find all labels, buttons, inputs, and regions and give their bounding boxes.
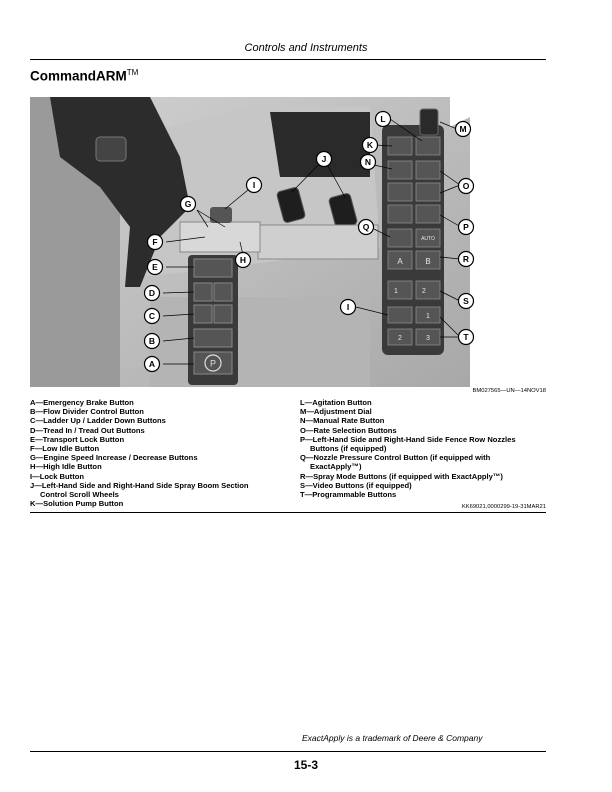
callout-label: F bbox=[152, 237, 158, 248]
legend-item: T—Programmable Buttons bbox=[300, 490, 397, 500]
programmable-3-label: 3 bbox=[426, 335, 430, 342]
rate-selection-button-2[interactable] bbox=[388, 183, 412, 201]
trademark-footnote: ExactApply is a trademark of Deere & Company bbox=[302, 733, 483, 743]
callout-label: D bbox=[148, 288, 156, 299]
callout-t bbox=[459, 330, 474, 345]
video-button-1[interactable] bbox=[388, 281, 412, 299]
rate-selection-button-3[interactable] bbox=[416, 183, 440, 201]
ladder-down-button[interactable] bbox=[214, 305, 232, 323]
callout-i bbox=[247, 178, 262, 193]
programmable-1-label: 1 bbox=[426, 313, 430, 320]
rh-fence-row-button[interactable] bbox=[416, 205, 440, 223]
legend-right bbox=[300, 398, 550, 499]
legend-item: C—Ladder Up / Ladder Down Buttons bbox=[30, 416, 166, 426]
callout-q bbox=[359, 220, 374, 235]
callout-label: T bbox=[463, 332, 469, 343]
lh-fence-row-button[interactable] bbox=[388, 205, 412, 223]
callout-label: J bbox=[321, 154, 327, 165]
legend-item: N—Manual Rate Button bbox=[300, 416, 385, 426]
legend-item: H—High Idle Button bbox=[30, 462, 102, 472]
callout-d bbox=[145, 286, 160, 301]
callout-h bbox=[236, 253, 251, 268]
legend-item: I—Lock Button bbox=[30, 471, 84, 481]
spray-mode-a-label: A bbox=[397, 257, 403, 266]
legend-rule bbox=[30, 512, 546, 513]
callout-f bbox=[148, 235, 163, 250]
reference-code: KK69021,0000299-19-31MAR21 bbox=[461, 504, 546, 510]
legend-item: A—Emergency Brake Button bbox=[30, 398, 134, 407]
legend-item: L—Agitation Button bbox=[300, 398, 372, 407]
callout-i bbox=[341, 300, 356, 315]
legend-item: F—Low Idle Button bbox=[30, 444, 100, 454]
lock-button-small[interactable] bbox=[210, 207, 232, 223]
callout-k bbox=[363, 138, 378, 153]
callout-label: M bbox=[459, 124, 467, 135]
callout-j bbox=[317, 152, 332, 167]
legend-item-continuation: Control Scroll Wheels bbox=[40, 490, 119, 500]
video-button-2[interactable] bbox=[416, 281, 440, 299]
legend-item: E—Transport Lock Button bbox=[30, 434, 125, 444]
legend-item: D—Tread In / Tread Out Buttons bbox=[30, 425, 145, 435]
callout-label: O bbox=[462, 181, 470, 192]
auto-label: AUTO bbox=[421, 236, 435, 242]
manual-rate-button[interactable] bbox=[388, 161, 412, 179]
commandarm-photo bbox=[30, 97, 546, 387]
nozzle-pressure-button[interactable] bbox=[388, 229, 412, 247]
callout-label: I bbox=[346, 302, 350, 313]
legend-item: R—Spray Mode Buttons (if equipped with ExactApply™) bbox=[300, 471, 503, 481]
transport-lock-button[interactable] bbox=[194, 259, 232, 277]
flow-divider-button[interactable] bbox=[194, 329, 232, 347]
callout-l bbox=[376, 112, 391, 127]
legend-item: O—Rate Selection Buttons bbox=[300, 425, 397, 435]
ladder-up-button[interactable] bbox=[194, 305, 212, 323]
legend-item: Q—Nozzle Pressure Control Button (if equipped with bbox=[300, 453, 491, 463]
page-title: CommandARM™ bbox=[30, 68, 139, 84]
legend-item-continuation: Buttons (if equipped) bbox=[310, 444, 387, 454]
header-rule bbox=[30, 59, 546, 60]
legend-left bbox=[30, 398, 285, 508]
callout-r bbox=[459, 252, 474, 267]
emergency-brake-glyph: P bbox=[209, 358, 217, 369]
legend-item: J—Left-Hand Side and Right-Hand Side Spray Boom Section bbox=[30, 480, 249, 490]
callout-n bbox=[361, 155, 376, 170]
legend-item: B—Flow Divider Control Button bbox=[30, 407, 144, 417]
callout-label: C bbox=[148, 311, 156, 322]
lock-button[interactable] bbox=[388, 307, 412, 323]
callout-label: R bbox=[462, 254, 470, 265]
legend-item-continuation: ExactApply™) bbox=[310, 462, 362, 472]
callout-m bbox=[456, 122, 471, 137]
programmable-2-label: 2 bbox=[398, 335, 402, 342]
tread-out-button[interactable] bbox=[214, 283, 232, 301]
video-2-label: 2 bbox=[422, 288, 426, 295]
video-1-label: 1 bbox=[394, 288, 398, 295]
callout-p bbox=[459, 220, 474, 235]
callout-label: L bbox=[380, 114, 386, 125]
callout-label: B bbox=[148, 336, 156, 347]
legend-item: S—Video Buttons (if equipped) bbox=[300, 480, 412, 490]
legend-item: G—Engine Speed Increase / Decrease Buttons bbox=[30, 453, 198, 463]
page-number: 15-3 bbox=[293, 758, 319, 772]
callout-label: I bbox=[252, 180, 256, 191]
legend-item: P—Left-Hand Side and Right-Hand Side Fence Row Nozzles bbox=[300, 434, 516, 444]
callout-label: N bbox=[364, 157, 372, 168]
running-header: Controls and Instruments bbox=[244, 42, 368, 54]
callout-label: E bbox=[152, 262, 158, 273]
callout-b bbox=[145, 334, 160, 349]
callout-label: A bbox=[148, 359, 156, 370]
callout-label: P bbox=[463, 222, 469, 233]
legend-item: M—Adjustment Dial bbox=[300, 407, 372, 417]
callout-e bbox=[148, 260, 163, 275]
callout-label: K bbox=[366, 140, 374, 151]
callout-g bbox=[181, 197, 196, 212]
callout-a bbox=[145, 357, 160, 372]
rate-selection-button-1[interactable] bbox=[416, 161, 440, 179]
joystick-button-cluster bbox=[96, 137, 126, 161]
callout-label: H bbox=[239, 255, 247, 266]
callout-c bbox=[145, 309, 160, 324]
tread-in-button[interactable] bbox=[194, 283, 212, 301]
callout-label: S bbox=[463, 296, 469, 307]
figure-credit: BM027565—UN—14NOV18 bbox=[472, 388, 546, 394]
spray-mode-b-label: B bbox=[425, 257, 431, 266]
footer-rule bbox=[30, 751, 546, 752]
legend-item: K—Solution Pump Button bbox=[30, 499, 124, 509]
callout-label: G bbox=[184, 199, 192, 210]
callout-s bbox=[459, 294, 474, 309]
callout-label: Q bbox=[362, 222, 370, 233]
adjustment-dial[interactable] bbox=[420, 109, 438, 135]
callout-o bbox=[459, 179, 474, 194]
